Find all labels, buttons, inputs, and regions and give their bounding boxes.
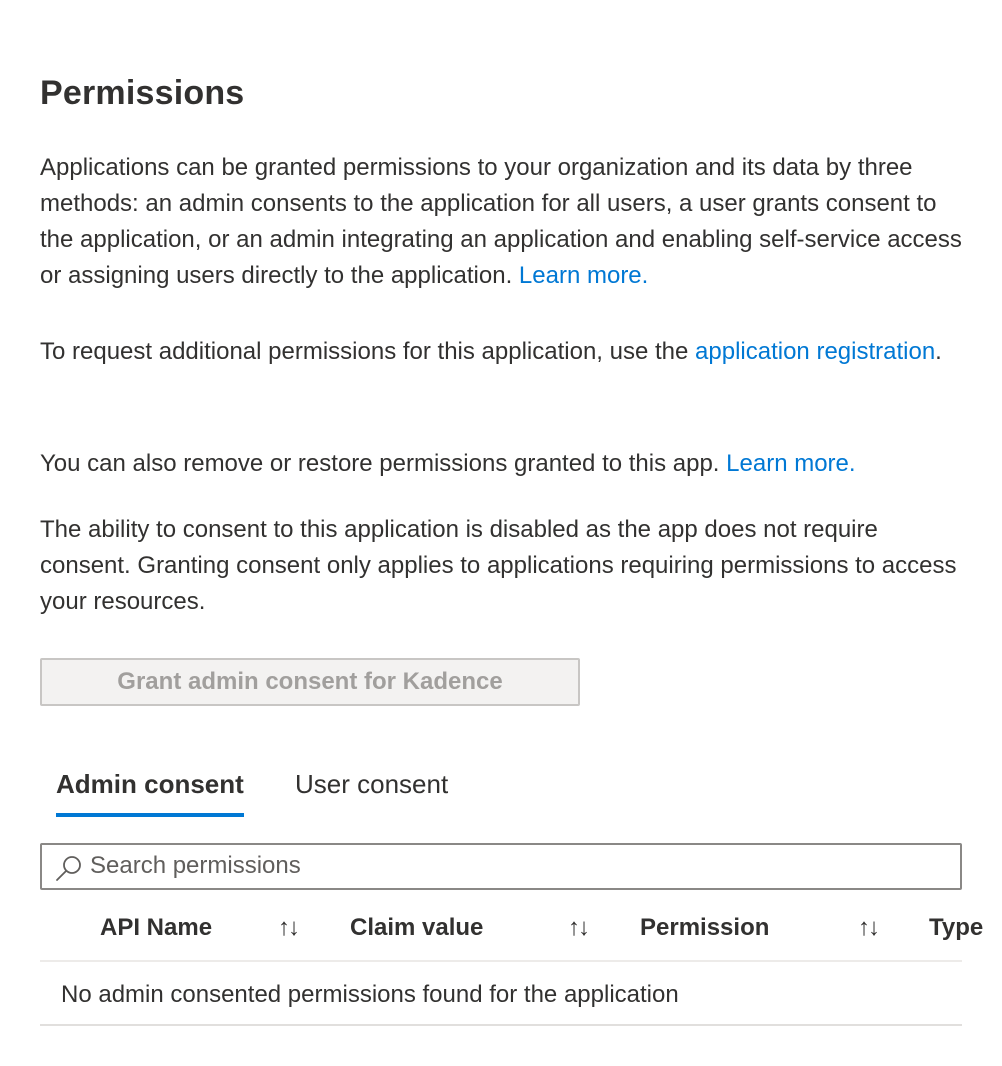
request-permissions-suffix: . bbox=[935, 338, 942, 365]
column-header-type[interactable]: Type bbox=[929, 914, 984, 941]
search-box[interactable] bbox=[40, 843, 962, 890]
tab-admin-consent-label: Admin consent bbox=[56, 769, 244, 799]
permissions-description bbox=[40, 150, 962, 294]
column-header-api-name[interactable]: API Name bbox=[100, 914, 213, 941]
grant-admin-consent-button[interactable]: Grant admin consent for Kadence bbox=[40, 658, 580, 706]
tab-user-consent-label: User consent bbox=[295, 769, 449, 799]
page-title: Permissions bbox=[40, 74, 245, 112]
search-input[interactable] bbox=[90, 847, 950, 885]
remove-restore-text bbox=[40, 446, 962, 482]
table-empty-row bbox=[40, 962, 962, 1026]
permissions-description-text: Applications can be granted permissions to your organization and its data by three methods: an admin consents to the application for all users, a user grants consent to the application, or an admin integrating an application and enabling self-service access or assigning users directly to the application. bbox=[40, 154, 962, 289]
sort-icon[interactable]: ↑↓ bbox=[858, 914, 878, 941]
tab-selected-indicator bbox=[56, 813, 244, 817]
table-header bbox=[40, 900, 984, 962]
consent-disabled-text: The ability to consent to this application is disabled as the app does not require consent. Granting consent only applies to applications requiring permissions to access your resources. bbox=[40, 516, 957, 615]
tab-user-consent[interactable] bbox=[295, 762, 448, 806]
application-registration-link[interactable]: application registration bbox=[695, 338, 936, 365]
remove-restore-label: You can also remove or restore permissions granted to this app. bbox=[40, 450, 727, 477]
request-permissions-label: To request additional permissions for this application, use the bbox=[40, 338, 696, 365]
learn-more-link-2[interactable]: Learn more. bbox=[726, 450, 856, 477]
tab-admin-consent[interactable] bbox=[56, 762, 244, 806]
request-permissions-text bbox=[40, 334, 962, 370]
sort-icon[interactable]: ↑↓ bbox=[568, 914, 588, 941]
sort-icon[interactable]: ↑↓ bbox=[278, 914, 298, 941]
empty-state-message: No admin consented permissions found for the application bbox=[61, 981, 679, 1008]
search-icon bbox=[54, 853, 84, 883]
column-header-claim-value[interactable]: Claim value bbox=[350, 914, 484, 941]
column-header-permission[interactable]: Permission bbox=[640, 914, 770, 941]
learn-more-link[interactable]: Learn more. bbox=[518, 262, 649, 289]
